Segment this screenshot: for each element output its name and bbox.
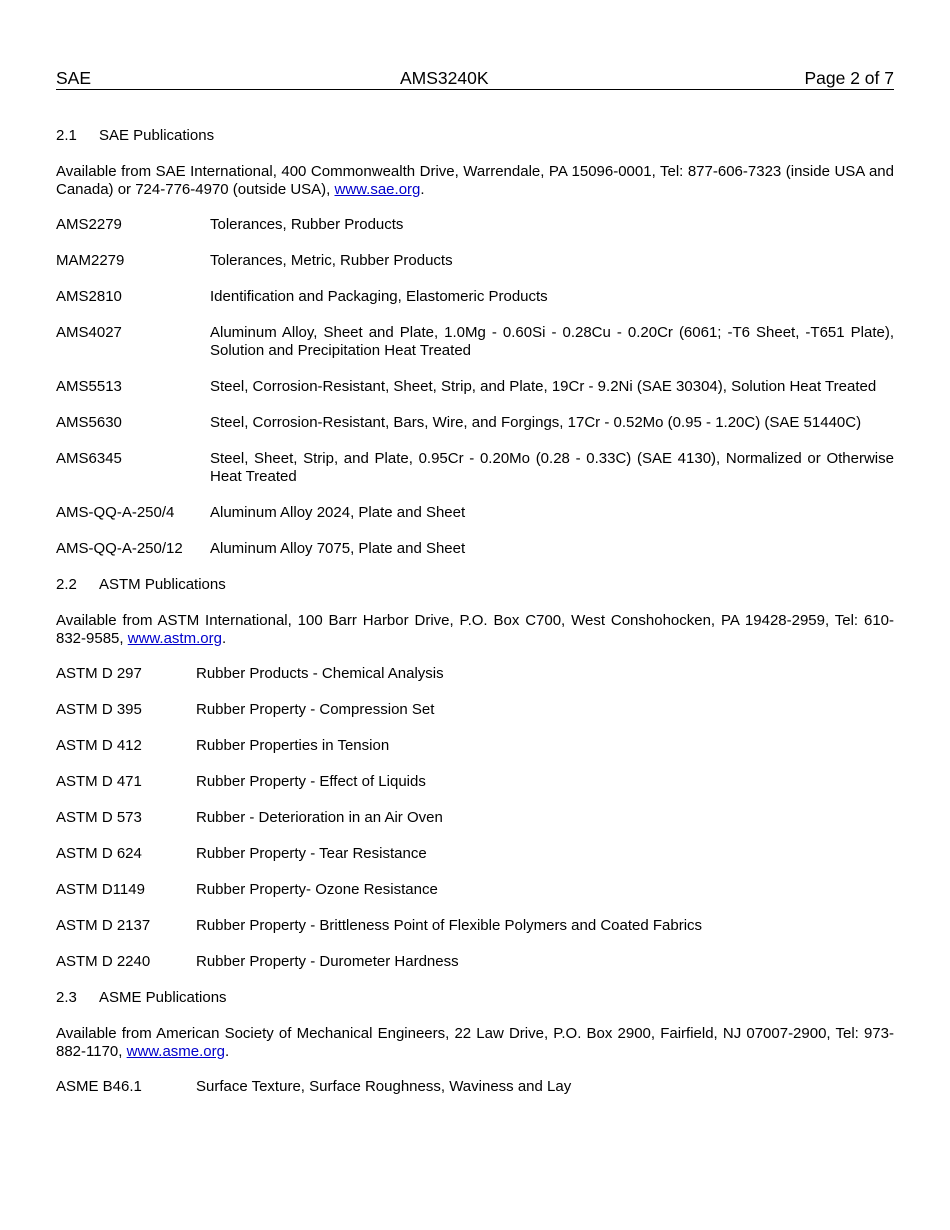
reference-code: AMS-QQ-A-250/12 xyxy=(56,540,183,557)
reference-item xyxy=(56,450,894,486)
reference-title: Aluminum Alloy, Sheet and Plate, 1.0Mg - 0.60Si - 0.28Cu - 0.20Cr (6061; -T6 Sheet, -T651 Plate), Solution and Precipitation Heat Treated xyxy=(210,324,894,359)
astm-website-link[interactable]: www.astm.org xyxy=(127,629,222,647)
intro-text: Available from American Society of Mechanical Engineers, 22 Law Drive, P.O. Box 2900, Fairfield, NJ 07007-2900, Tel: 973-882-1170, xyxy=(56,1025,894,1060)
reference-title: Rubber Property- Ozone Resistance xyxy=(196,881,438,898)
reference-code: AMS5513 xyxy=(56,378,122,395)
intro-end: . xyxy=(221,629,227,647)
reference-code: ASTM D 395 xyxy=(56,701,142,718)
reference-item xyxy=(56,953,894,971)
section-heading-asme xyxy=(56,989,894,1007)
reference-code: AMS-QQ-A-250/4 xyxy=(56,504,175,521)
reference-title: Rubber Property - Effect of Liquids xyxy=(196,773,426,790)
section-number: 2.1 xyxy=(56,127,77,144)
intro-text: Available from ASTM International, 100 Barr Harbor Drive, P.O. Box C700, West Conshohocken, PA 19428-2959, Tel: 610-832-9585, xyxy=(56,612,894,647)
intro-end: . xyxy=(420,180,425,198)
reference-code: MAM2279 xyxy=(56,252,125,269)
page-header xyxy=(56,66,894,90)
reference-title: Steel, Sheet, Strip, and Plate, 0.95Cr - 0.20Mo (0.28 - 0.33C) (SAE 4130), Normalized or Otherwise Heat Treated xyxy=(210,450,894,485)
reference-item xyxy=(56,773,894,791)
reference-code: ASTM D 297 xyxy=(56,665,142,682)
reference-code: ASTM D1149 xyxy=(56,881,145,898)
reference-title: Rubber Products - Chemical Analysis xyxy=(196,665,444,682)
reference-item xyxy=(56,881,894,899)
reference-item xyxy=(56,504,894,522)
reference-code: ASTM D 2137 xyxy=(56,917,151,934)
reference-code: ASTM D 412 xyxy=(56,737,142,754)
section-number: 2.3 xyxy=(56,989,77,1006)
reference-item xyxy=(56,665,894,683)
reference-title: Rubber - Deterioration in an Air Oven xyxy=(196,809,443,826)
document-body xyxy=(56,127,894,1114)
reference-code: AMS6345 xyxy=(56,450,122,467)
reference-code: AMS5630 xyxy=(56,414,122,431)
reference-item xyxy=(56,378,894,396)
reference-title: Identification and Packaging, Elastomeric Products xyxy=(210,288,548,305)
section-title: SAE Publications xyxy=(99,127,215,144)
reference-item xyxy=(56,252,894,270)
intro-text: Available from SAE International, 400 Commonwealth Drive, Warrendale, PA 15096-0001, Tel: 877-606-7323 (inside USA and Canada) or 724-776-4970 (outside USA), xyxy=(56,163,894,198)
astm-publication-list xyxy=(56,665,894,971)
reference-code: AMS4027 xyxy=(56,324,122,341)
reference-item xyxy=(56,324,894,360)
section-intro-astm xyxy=(56,612,894,647)
header-page-number: Page 2 of 7 xyxy=(804,68,894,88)
reference-code: ASTM D 471 xyxy=(56,773,142,790)
section-title: ASME Publications xyxy=(99,989,227,1006)
section-title: ASTM Publications xyxy=(99,576,226,593)
reference-title: Surface Texture, Surface Roughness, Waviness and Lay xyxy=(196,1078,572,1095)
section-number: 2.2 xyxy=(56,576,77,593)
reference-item xyxy=(56,288,894,306)
asme-website-link[interactable]: www.asme.org xyxy=(126,1042,225,1060)
sae-website-link[interactable]: www.sae.org xyxy=(334,180,421,198)
reference-title: Rubber Properties in Tension xyxy=(196,737,390,754)
reference-code: ASME B46.1 xyxy=(56,1078,142,1095)
reference-title: Rubber Property - Tear Resistance xyxy=(196,845,427,862)
reference-title: Rubber Property - Durometer Hardness xyxy=(196,953,459,970)
reference-item xyxy=(56,845,894,863)
reference-code: ASTM D 624 xyxy=(56,845,142,862)
reference-code: AMS2810 xyxy=(56,288,122,305)
reference-item xyxy=(56,414,894,432)
header-org: SAE xyxy=(56,68,92,88)
reference-item xyxy=(56,701,894,719)
reference-title: Steel, Corrosion-Resistant, Bars, Wire, and Forgings, 17Cr - 0.52Mo (0.95 - 1.20C) (SAE 51440C) xyxy=(210,414,862,431)
reference-code: ASTM D 2240 xyxy=(56,953,151,970)
section-intro-sae xyxy=(56,163,894,198)
reference-title: Steel, Corrosion-Resistant, Sheet, Strip, and Plate, 19Cr - 9.2Ni (SAE 30304), Solution Heat Treated xyxy=(210,378,877,395)
reference-item xyxy=(56,737,894,755)
reference-title: Aluminum Alloy 2024, Plate and Sheet xyxy=(210,504,466,521)
reference-item xyxy=(56,216,894,234)
reference-title: Rubber Property - Compression Set xyxy=(196,701,435,718)
reference-code: AMS2279 xyxy=(56,216,122,233)
asme-publication-list xyxy=(56,1078,894,1096)
reference-item xyxy=(56,1078,894,1096)
header-doc-number: AMS3240K xyxy=(400,68,489,88)
intro-end: . xyxy=(225,1042,230,1060)
reference-item xyxy=(56,809,894,827)
reference-item xyxy=(56,917,894,935)
section-heading-sae xyxy=(56,127,894,145)
section-heading-astm xyxy=(56,576,894,594)
sae-publication-list xyxy=(56,216,894,558)
reference-title: Aluminum Alloy 7075, Plate and Sheet xyxy=(210,540,466,557)
reference-item xyxy=(56,540,894,558)
reference-title: Tolerances, Rubber Products xyxy=(210,216,404,233)
section-intro-asme xyxy=(56,1025,894,1060)
reference-title: Rubber Property - Brittleness Point of Flexible Polymers and Coated Fabrics xyxy=(196,917,703,934)
reference-code: ASTM D 573 xyxy=(56,809,142,826)
reference-title: Tolerances, Metric, Rubber Products xyxy=(210,252,453,269)
